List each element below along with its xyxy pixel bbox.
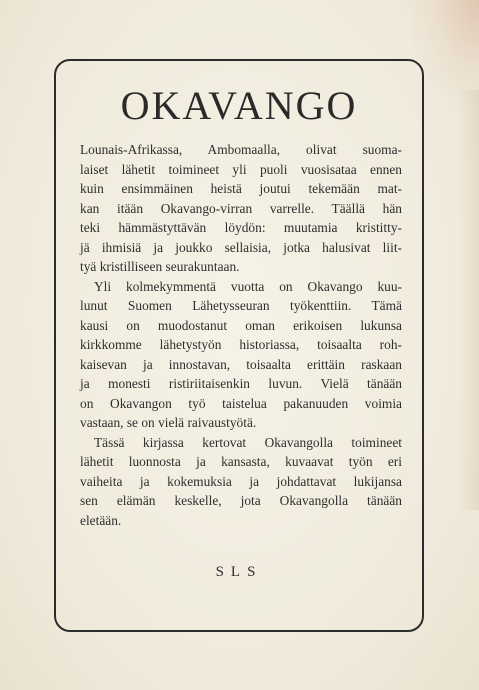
text-line: eletään.	[80, 512, 122, 528]
text-line: vastaan, se on vielä raivaustyötä.	[80, 415, 257, 430]
text-line: on Okavangon työ taistelua pakanuuden voimia	[80, 395, 402, 411]
text-line: kirkkomme lähetystyön historiassa, toisaalta roh-	[80, 337, 402, 352]
paper-edge-discoloration	[459, 90, 479, 510]
text-line: Tässä kirjassa kertovat Okavangolla toimineet	[94, 434, 402, 450]
text-line: sen elämän keskelle, jota Okavangolla tänään	[80, 493, 402, 508]
text-line: tyä kristilliseen seurakuntaan.	[80, 259, 240, 274]
title: OKAVANGO	[120, 83, 358, 128]
text-line: laiset lähetit toimineet yli puoli vuosisataa ennen	[80, 161, 402, 177]
text-line: Lounais-Afrikassa, Ambomaalla, olivat suoma-	[80, 142, 402, 157]
text-line: teki hämmästyttävän löydön: muutamia kristitty-	[80, 220, 402, 235]
text-line: kaisevan ja innostavan, toisaalta erittäin raskaan	[80, 356, 402, 372]
text-line: jä ihmisiä ja joukko sellaisia, jotka halusivat liit-	[80, 239, 402, 255]
text-line: kuin ensimmäinen heistä joutui tekemään mat-	[80, 181, 402, 196]
text-line: vaiheita ja kokemuksia ja johdattavat lukijansa	[80, 473, 402, 489]
text-line: lähetit luonnosta ja kansasta, kuvaavat työn eri	[80, 454, 402, 469]
text-line: ja monesti ristiriitaisenkin luvun. Vielä tänään	[80, 376, 402, 391]
publisher-signature: SLS	[215, 564, 263, 580]
text-line: kan itään Okavango-virran varrelle. Täällä hän	[80, 200, 402, 216]
text-line: Yli kolmekymmentä vuotta on Okavango kuu-	[94, 278, 402, 294]
body-text	[80, 140, 402, 530]
text-line: kausi on muodostanut oman erikoisen lukunsa	[80, 317, 402, 333]
text-line: lunut Suomen Lähetysseuran työkenttiin. Tämä	[80, 298, 402, 313]
